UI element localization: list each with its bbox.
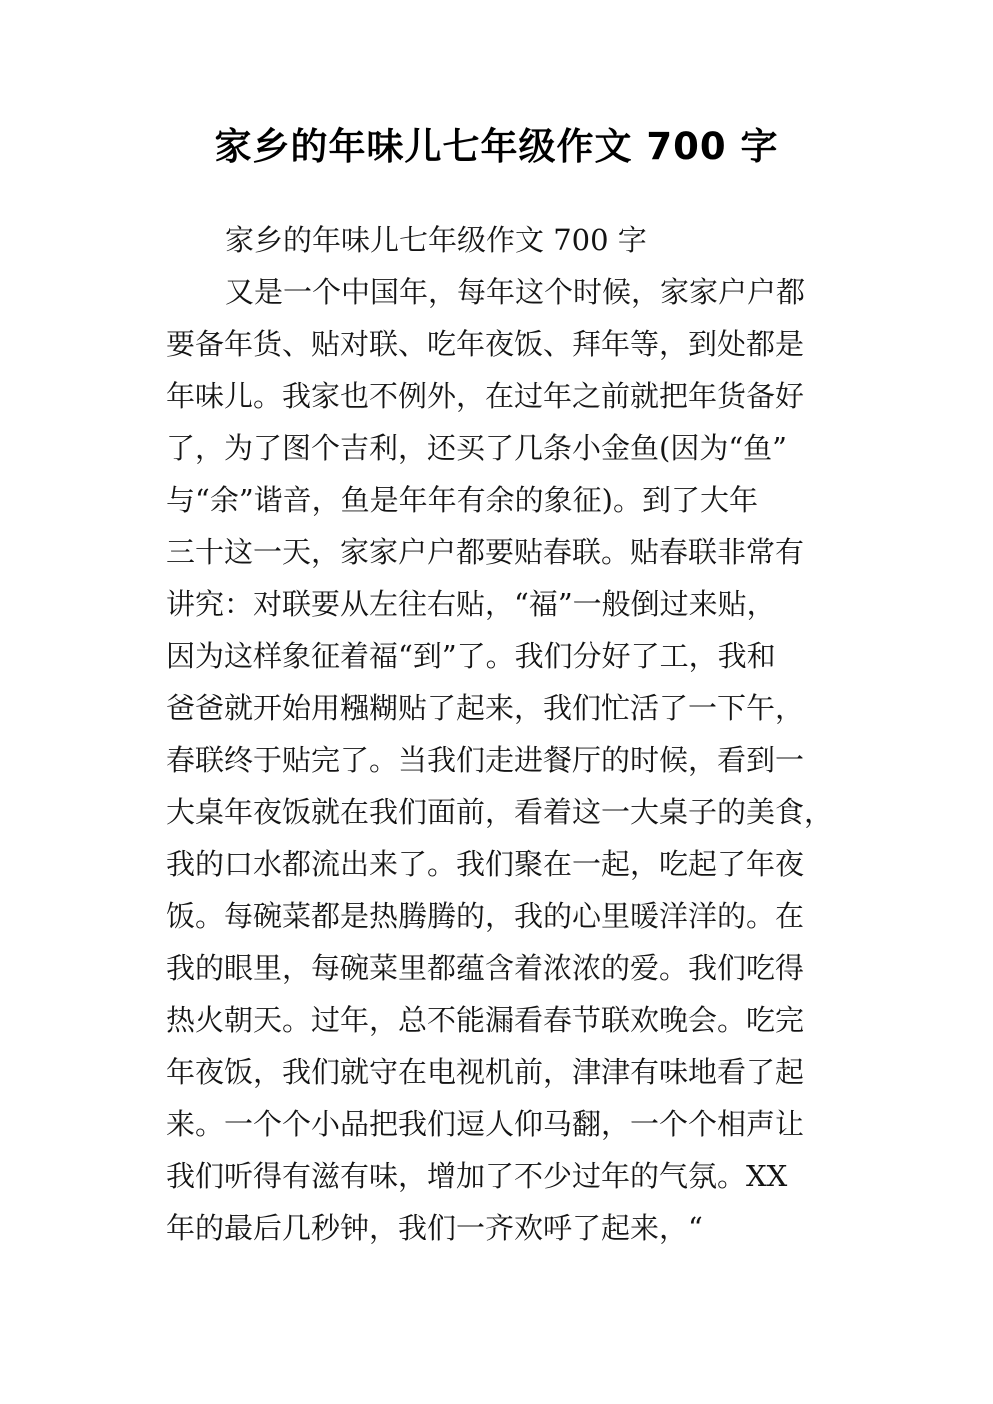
paragraph-line: 大桌年夜饭就在我们面前，看着这一大桌子的美食， xyxy=(166,795,834,829)
paragraph-line: 因为这样象征着福“到”了。我们分好了工，我和 xyxy=(166,639,776,673)
paragraph-line: 我的眼里，每碗菜里都蕴含着浓浓的爱。我们吃得 xyxy=(166,951,805,985)
paragraph-line: 年味儿。我家也不例外，在过年之前就把年货备好 xyxy=(166,379,805,413)
essay-subtitle-line: 家乡的年味儿七年级作文 700 字 xyxy=(225,223,647,257)
paragraph-line: 热火朝天。过年，总不能漏看春节联欢晚会。吃完 xyxy=(166,1003,805,1037)
paragraph-line: 讲究：对联要从左往右贴，“福”一般倒过来贴， xyxy=(166,587,776,621)
paragraph-line: 与“余”谐音，鱼是年年有余的象征)。到了大年 xyxy=(166,483,758,517)
paragraph-line: 我的口水都流出来了。我们聚在一起，吃起了年夜 xyxy=(166,847,805,881)
paragraph-line: 了，为了图个吉利，还买了几条小金鱼(因为“鱼” xyxy=(166,431,787,465)
paragraph-line: 来。一个个小品把我们逗人仰马翻，一个个相声让 xyxy=(166,1107,805,1141)
paragraph-line: 我们听得有滋有味，增加了不少过年的气氛。XX xyxy=(166,1159,788,1193)
paragraph-line: 春联终于贴完了。当我们走进餐厅的时候，看到一 xyxy=(166,743,805,777)
paragraph-line: 爸爸就开始用糨糊贴了起来，我们忙活了一下午， xyxy=(166,691,805,725)
essay-body xyxy=(166,220,846,1260)
paragraph-line: 三十这一天，家家户户都要贴春联。贴春联非常有 xyxy=(166,535,805,569)
paragraph-line: 又是一个中国年，每年这个时候，家家户户都 xyxy=(225,275,806,309)
paragraph-line: 饭。每碗菜都是热腾腾的，我的心里暖洋洋的。在 xyxy=(166,899,805,933)
paragraph-line: 年的最后几秒钟，我们一齐欢呼了起来，“ xyxy=(166,1211,703,1245)
paragraph-line: 年夜饭，我们就守在电视机前，津津有味地看了起 xyxy=(166,1055,805,1089)
document-title: 家乡的年味儿七年级作文 700 字 xyxy=(214,125,779,168)
paragraph-line: 要备年货、贴对联、吃年夜饭、拜年等，到处都是 xyxy=(166,327,805,361)
